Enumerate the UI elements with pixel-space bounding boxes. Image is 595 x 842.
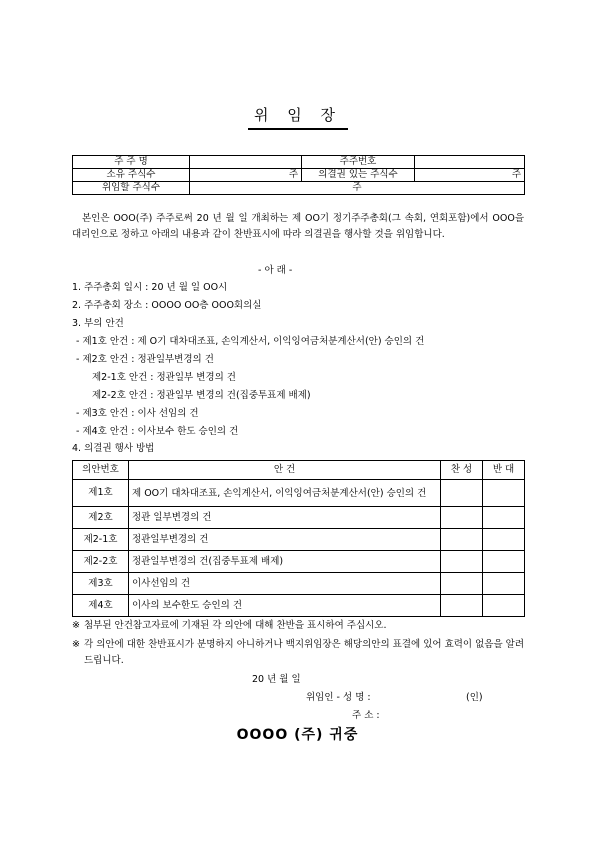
- vote-against-cell[interactable]: [483, 595, 525, 617]
- below-marker: - 아 래 -: [258, 265, 293, 276]
- agenda-item-4: - 제4호 안건 : 이사보수 한도 승인의 건: [76, 426, 239, 437]
- vote-for-cell[interactable]: [441, 507, 483, 529]
- table-row: [73, 480, 525, 507]
- vote-for-cell[interactable]: [441, 480, 483, 507]
- agenda-no-cell: 제2-1호: [73, 529, 129, 551]
- agenda-cell: 정관일부변경의 건(집중투표제 배제): [129, 551, 441, 573]
- agenda-no-cell: 제2호: [73, 507, 129, 529]
- reference-mark-icon: ※: [72, 639, 80, 650]
- agenda-cell: 제 OO기 대차대조표, 손익계산서, 이익잉여금처분계산서(안) 승인의 건: [129, 480, 441, 507]
- shareholder-no-field[interactable]: [415, 156, 525, 169]
- recipient-company: OOOO (주) 귀중: [236, 727, 359, 743]
- seal-mark: (인): [466, 692, 483, 703]
- header-agenda-no: 의안번호: [73, 461, 129, 480]
- note-1: [72, 618, 528, 634]
- vote-against-cell[interactable]: [483, 480, 525, 507]
- agenda-cell: 정관일부변경의 건: [129, 529, 441, 551]
- agenda-no-cell: 제2-2호: [73, 551, 129, 573]
- agenda-item-2: - 제2호 안건 : 정관일부변경의 건: [76, 354, 214, 365]
- delegated-shares-label: 위임할 주식수: [73, 182, 190, 195]
- reference-mark-icon: ※: [72, 620, 80, 631]
- shareholder-info-table: [72, 155, 525, 195]
- agenda-no-cell: 제1호: [73, 480, 129, 507]
- owned-shares-field[interactable]: 주: [190, 169, 302, 182]
- agenda-heading: 3. 부의 안건: [72, 318, 124, 329]
- delegated-shares-field[interactable]: 주: [190, 182, 525, 195]
- note-2-text: 각 의안에 대한 찬반표시가 분명하지 아니하거나 백지위임장은 해당의안의 표결에 있어 효력이 없음을 알려드립니다.: [84, 639, 525, 666]
- meeting-place-item: 2. 주주총회 장소 : OOOO OO층 OOO회의실: [72, 300, 262, 311]
- vote-against-cell[interactable]: [483, 529, 525, 551]
- voting-shares-field[interactable]: 주: [415, 169, 525, 182]
- header-agenda: 안 건: [129, 461, 441, 480]
- agenda-item-3: - 제3호 안건 : 이사 선임의 건: [76, 408, 199, 419]
- agenda-item-2-2: 제2-2호 안건 : 정관일부 변경의 건(집중투표제 배제): [92, 390, 311, 401]
- note-2: [72, 637, 528, 669]
- table-row: [73, 507, 525, 529]
- signing-date: 20 년 월 일: [252, 674, 301, 685]
- document-title: 위 임 장: [248, 104, 348, 130]
- header-against: 반 대: [483, 461, 525, 480]
- shareholder-name-field[interactable]: [190, 156, 302, 169]
- table-row: [73, 169, 525, 182]
- vote-against-cell[interactable]: [483, 551, 525, 573]
- agenda-no-cell: 제3호: [73, 573, 129, 595]
- vote-for-cell[interactable]: [441, 595, 483, 617]
- shareholder-no-label: 주주번호: [302, 156, 415, 169]
- table-row: [73, 182, 525, 195]
- vote-table: [72, 460, 525, 617]
- table-row: [73, 595, 525, 617]
- agenda-cell: 정관 일부변경의 건: [129, 507, 441, 529]
- table-row: [73, 156, 525, 169]
- agenda-item-2-1: 제2-1호 안건 : 정관일부 변경의 건: [92, 372, 236, 383]
- agenda-no-cell: 제4호: [73, 595, 129, 617]
- signer-address-label: 주 소 :: [352, 710, 380, 721]
- meeting-date-item: 1. 주주총회 일시 : 20 년 월 일 OO시: [72, 282, 228, 293]
- vote-against-cell[interactable]: [483, 573, 525, 595]
- agenda-item-1: - 제1호 안건 : 제 O기 대차대조표, 손익계산서, 이익잉여금처분계산서(안) 승인의 건: [76, 336, 425, 347]
- voting-method-heading: 4. 의결권 행사 방법: [72, 443, 155, 454]
- vote-against-cell[interactable]: [483, 507, 525, 529]
- table-header-row: [73, 461, 525, 480]
- vote-for-cell[interactable]: [441, 551, 483, 573]
- vote-for-cell[interactable]: [441, 529, 483, 551]
- intro-paragraph: 본인은 OOO(주) 주주로써 20 년 월 일 개최하는 제 OO기 정기주주총회(그 속회, 연회포함)에서 OOO을 대리인으로 정하고 아래의 내용과 같이 찬반표시에 따라 의결권을 행사할 것을 위임합니다.: [72, 213, 524, 240]
- shareholder-name-label: 주 주 명: [73, 156, 190, 169]
- signer-name-label: 위임인 - 성 명 :: [306, 692, 371, 703]
- table-row: [73, 551, 525, 573]
- owned-shares-label: 소유 주식수: [73, 169, 190, 182]
- voting-shares-label: 의결권 있는 주식수: [302, 169, 415, 182]
- table-row: [73, 529, 525, 551]
- note-1-text: 첨부된 안건참고자료에 기재된 각 의안에 대해 찬반을 표시하여 주십시오.: [84, 620, 387, 631]
- agenda-cell: 이사의 보수한도 승인의 건: [129, 595, 441, 617]
- vote-for-cell[interactable]: [441, 573, 483, 595]
- agenda-cell: 이사선임의 건: [129, 573, 441, 595]
- header-for: 찬 성: [441, 461, 483, 480]
- table-row: [73, 573, 525, 595]
